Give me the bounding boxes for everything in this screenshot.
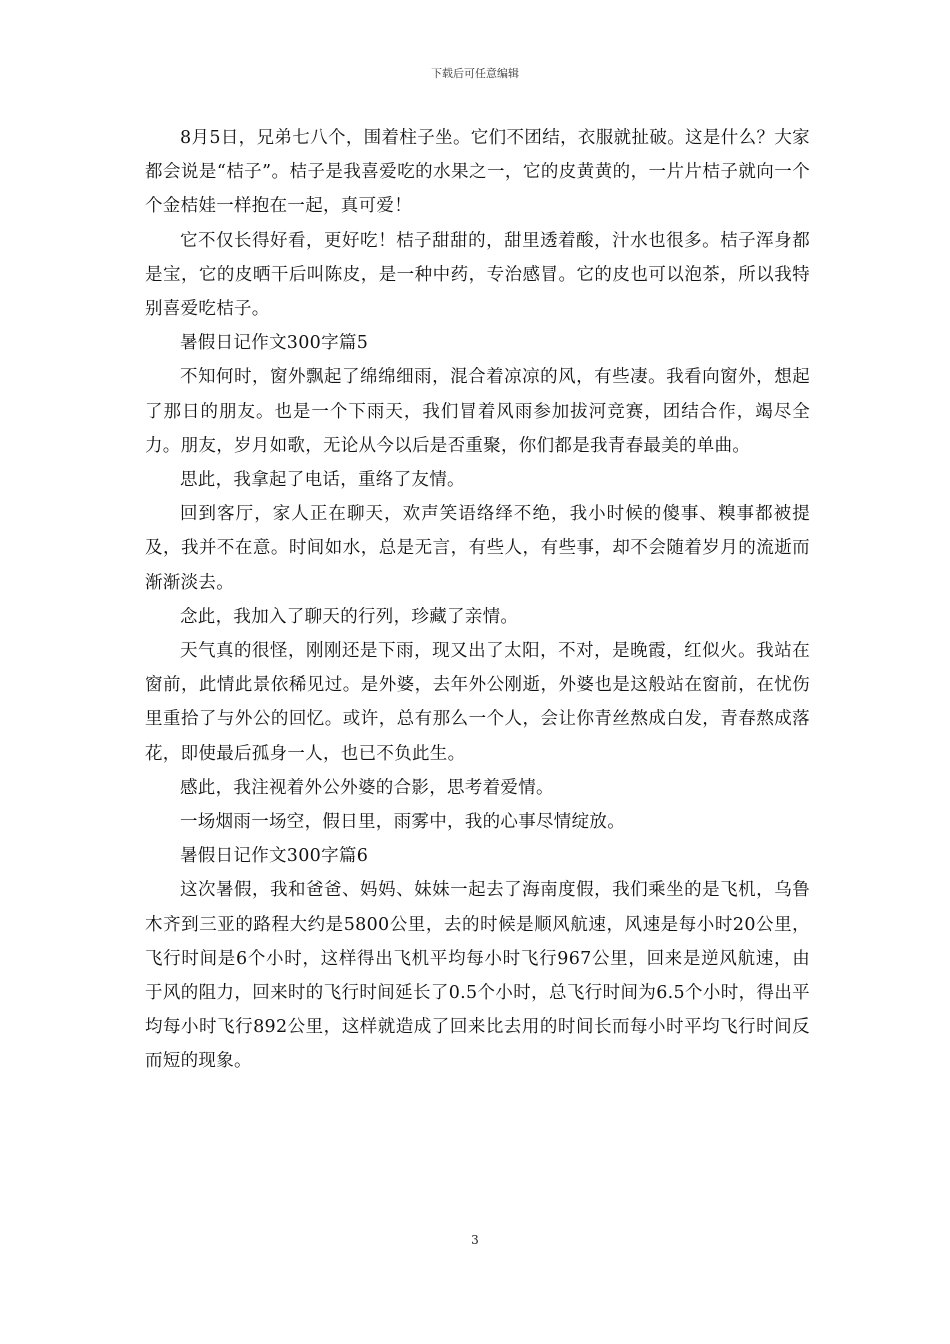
page-header: 下载后可任意编辑 — [431, 67, 519, 80]
paragraph-family: 念此，我加入了聊天的行列，珍藏了亲情。 — [180, 606, 519, 627]
section-heading-5: 暑假日记作文300字篇5 — [180, 333, 369, 354]
paragraph-rain-mist: 一场烟雨一场空，假日里，雨雾中，我的心事尽情绽放。 — [180, 812, 625, 833]
paragraph-living-room: 回到客厅，家人正在聊天，欢声笑语络绎不绝，我小时候的傻事、糗事都被提及，我并不在意。时间如水，总是无言，有些人，有些事，却不会随着岁月的流逝而渐渐淡去。 — [145, 504, 810, 593]
paragraph-love: 感此，我注视着外公外婆的合影，思考着爱情。 — [180, 777, 554, 798]
paragraph-rain-friends: 不知何时，窗外飘起了绵绵细雨，混合着凉凉的风，有些凄。我看向窗外，想起了那日的朋友。也是一个下雨天，我们冒着风雨参加拔河竞赛，团结合作，竭尽全力。朋友，岁月如歌，无论从今以后是否重聚，你们都是我青春最美的单曲。 — [145, 367, 810, 456]
page-number: 3 — [471, 1233, 479, 1247]
paragraph-hainan-trip: 这次暑假，我和爸爸、妈妈、妹妹一起去了海南度假，我们乘坐的是飞机，乌鲁木齐到三亚的路程大约是5800公里，去的时候是顺风航速，风速是每小时20公里，飞行时间是6个小时，这样得出飞机平均每小时飞行967公里，回来是逆风航速，由于风的阻力，回来时的飞行时间延长了0.5个小时，总飞行时间为6.5个小时，得出平均每小时飞行892公里，这样就造成了回来比去用的时间长而每小时平均飞行时间反而短的现象。 — [145, 880, 810, 1072]
paragraph-oranges-taste: 它不仅长得好看，更好吃！桔子甜甜的，甜里透着酸，汁水也很多。桔子浑身都是宝，它的皮晒干后叫陈皮，是一种中药，专治感冒。它的皮也可以泡茶，所以我特别喜爱吃桔子。 — [145, 230, 810, 320]
section-heading-6: 暑假日记作文300字篇6 — [180, 846, 369, 867]
paragraph-friendship: 思此，我拿起了电话，重络了友情。 — [180, 470, 465, 491]
paragraph-sunset-grandma: 天气真的很怪，刚刚还是下雨，现又出了太阳，不对，是晚霞，红似火。我站在窗前，此情此景依稀见过。是外婆，去年外公刚逝，外婆也是这般站在窗前，在忧伤里重拾了与外公的回忆。或许，总有那么一个人，会让你青丝熬成白发，青春熬成落花，即使最后孤身一人，也已不负此生。 — [145, 641, 810, 764]
paragraph-oranges-riddle: 8月5日，兄弟七八个，围着柱子坐。它们不团结，衣服就扯破。这是什么？大家都会说是“桔子”。桔子是我喜爱吃的水果之一，它的皮黄黄的，一片片桔子就向一个个金桔娃一样抱在一起，真可爱！ — [145, 128, 810, 217]
document-body — [145, 121, 810, 1079]
